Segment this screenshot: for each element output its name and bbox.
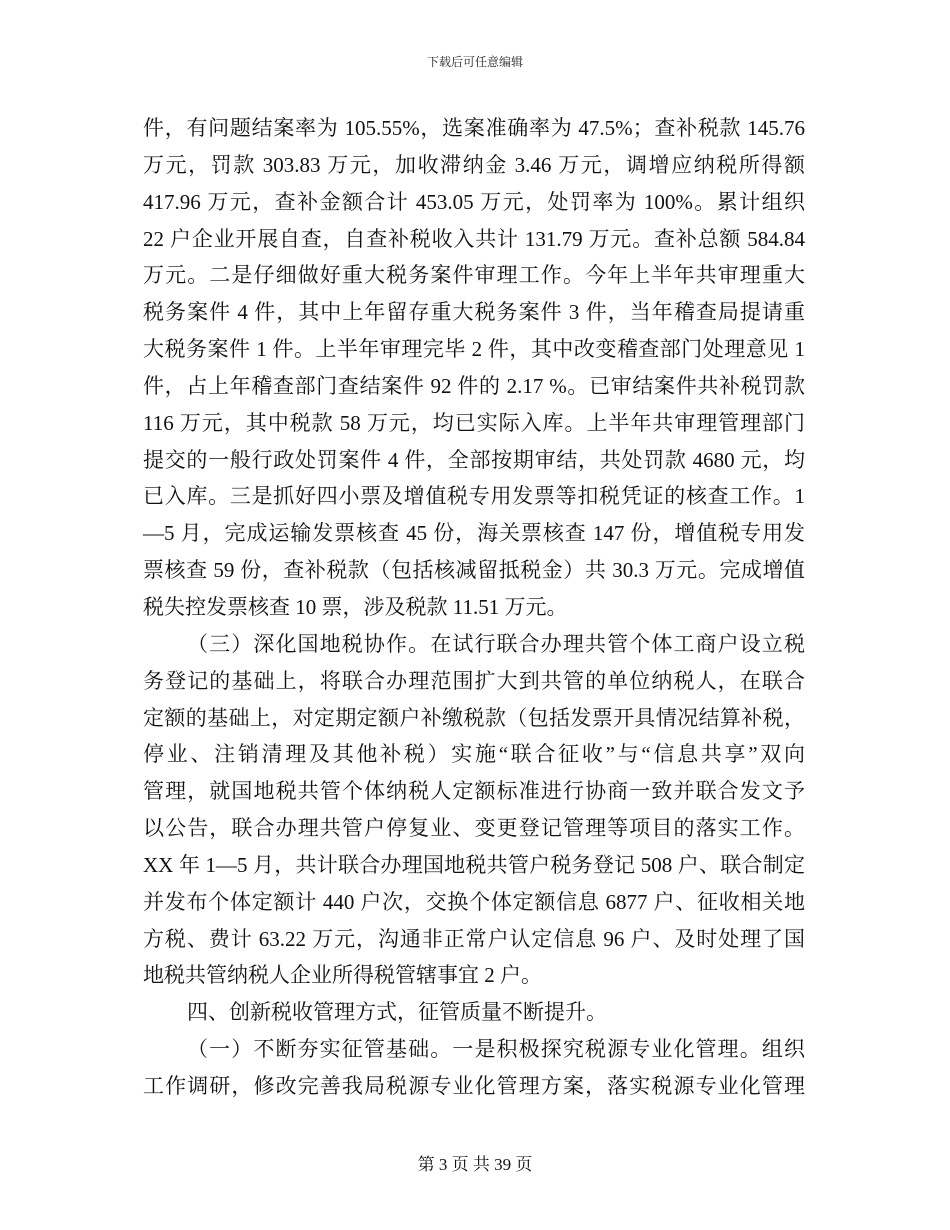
- body-line: 件，占上年稽查部门查结案件 92 件的 2.17 %。已审结案件共补税罚款: [143, 373, 805, 398]
- page-number: 第 3 页 共 39 页: [417, 1155, 533, 1174]
- body-line: 方税、费计 63.22 万元，沟通非正常户认定信息 96 户、及时处理了国: [143, 926, 805, 951]
- body-line: 并发布个体定额计 440 户次，交换个体定额信息 6877 户、征收相关地: [143, 889, 805, 914]
- section-heading-line: （三）深化国地税协作。在试行联合办理共管个体工商户设立税: [187, 631, 805, 656]
- body-line: 税失控发票核查 10 票，涉及税款 11.51 万元。: [143, 594, 568, 619]
- body-line: 税务案件 4 件，其中上年留存重大税务案件 3 件，当年稽查局提请重: [143, 300, 805, 325]
- body-line: 417.96 万元，查补金额合计 453.05 万元，处罚率为 100%。累计组织: [143, 189, 805, 214]
- body-line: 大税务案件 1 件。上半年审理完毕 2 件，其中改变稽查部门处理意见 1: [143, 337, 805, 362]
- body-line: XX 年 1—5 月，共计联合办理国地税共管户税务登记 508 户、联合制定: [143, 852, 805, 877]
- body-line: 件，有问题结案率为 105.55%，选案准确率为 47.5%；查补税款 145.76: [143, 116, 805, 140]
- body-line: 管理，就国地税共管个体纳税人定额标准进行协商一致并联合发文予: [143, 779, 805, 804]
- body-line: 提交的一般行政处罚案件 4 件，全部按期审结，共处罚款 4680 元，均: [143, 447, 805, 472]
- body-line: 工作调研，修改完善我局税源专业化管理方案，落实税源专业化管理: [143, 1073, 805, 1098]
- body-line: 以公告，联合办理共管户停复业、变更登记管理等项目的落实工作。: [143, 816, 805, 841]
- body-line: 已入库。三是抓好四小票及增值税专用发票等扣税凭证的核查工作。1: [143, 484, 805, 509]
- body-line: 务登记的基础上，将联合办理范围扩大到共管的单位纳税人，在联合: [143, 668, 805, 693]
- body-line: 定额的基础上，对定期定额户补缴税款（包括发票开具情况结算补税，: [143, 705, 805, 730]
- section-heading-line: （一）不断夯实征管基础。一是积极探究税源专业化管理。组织: [187, 1037, 805, 1062]
- body-line: —5 月，完成运输发票核查 45 份，海关票核查 147 份，增值税专用发: [143, 521, 805, 546]
- body-line: 116 万元，其中税款 58 万元，均已实际入库。上半年共审理管理部门: [143, 410, 805, 435]
- body-line: 停业、注销清理及其他补税）实施“联合征收”与“信息共享”双向: [143, 742, 805, 767]
- body-line: 地税共管纳税人企业所得税管辖事宜 2 户。: [143, 963, 542, 988]
- body-line: 万元。二是仔细做好重大税务案件审理工作。今年上半年共审理重大: [143, 263, 805, 288]
- body-line: 万元，罚款 303.83 万元，加收滞纳金 3.46 万元，调增应纳税所得额: [143, 152, 805, 177]
- header-note: 下载后可任意编辑: [426, 55, 523, 69]
- body-line: 票核查 59 份，查补税款（包括核减留抵税金）共 30.3 万元。完成增值: [143, 558, 805, 583]
- section-heading: 四、创新税收管理方式，征管质量不断提升。: [187, 1000, 607, 1025]
- body-line: 22 户企业开展自查，自查补税收入共计 131.79 万元。查补总额 584.84: [143, 226, 805, 251]
- body-text: [143, 110, 805, 1105]
